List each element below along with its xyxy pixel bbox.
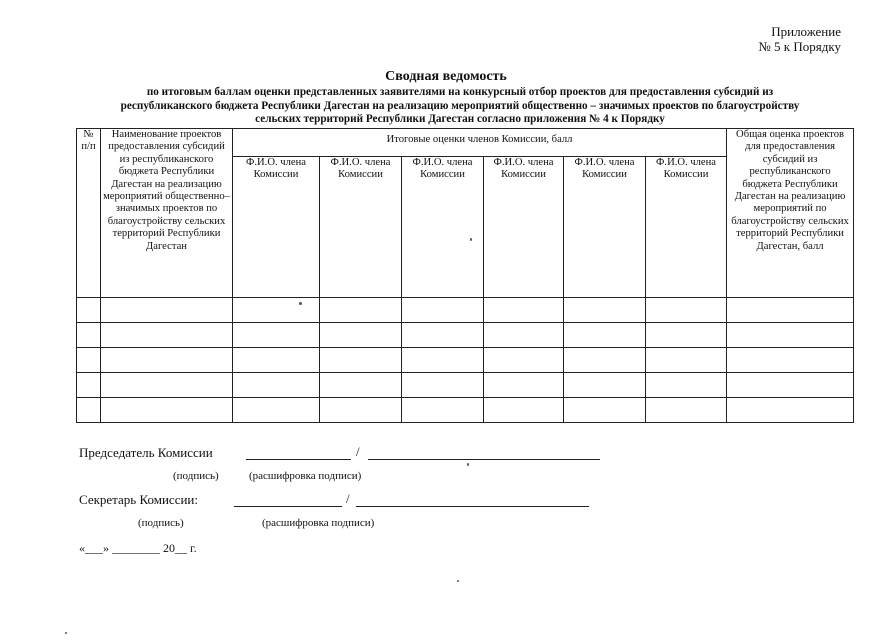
header-total-score: Общая оценка проектов для предоставления субсидий из республиканского бюджета Республики Дагестан на реализацию мероприятий по благоустройству сельских территорий Республики Дагестан, балл <box>727 129 854 298</box>
document-title: Сводная ведомость <box>385 69 507 84</box>
table-row <box>77 323 854 348</box>
scan-speck <box>299 302 302 305</box>
secretary-signature-hint: (подпись) <box>138 517 184 529</box>
chairman-label: Председатель Комиссии <box>79 445 213 460</box>
table-row <box>77 348 854 373</box>
scan-speck <box>470 238 472 241</box>
chairman-signature-line[interactable] <box>246 459 351 460</box>
chairman-decode-line[interactable] <box>368 459 600 460</box>
summary-table <box>76 128 854 423</box>
chairman-slash: / <box>356 444 360 459</box>
secretary-slash: / <box>346 491 350 506</box>
table-row <box>77 373 854 398</box>
document-subtitle: по итоговым баллам оценки представленных заявителями на конкурсный отбор проектов для предоставления субсидий из республиканского бюджета Республики Дагестан на реализацию мероприятий общественно – значимых проектов по благоустройству сельских территорий Республики Дагестан согласно приложения № 4 к Порядку <box>120 86 800 125</box>
table-header-row <box>77 129 854 157</box>
header-member-6: Ф.И.О. члена Комиссии <box>646 157 727 298</box>
table-row <box>77 398 854 423</box>
header-member-scores: Итоговые оценки членов Комиссии, балл <box>233 129 727 157</box>
header-member-4: Ф.И.О. члена Комиссии <box>484 157 564 298</box>
secretary-label: Секретарь Комиссии: <box>79 492 198 507</box>
date-line: «___» ________ 20__ г. <box>79 541 197 555</box>
header-project-name: Наименование проектов предоставления субсидий из республиканского бюджета Республики Дагестан на реализацию мероприятий общественно– значимых проектов по благоустройству сельских территорий Республики Дагестан <box>101 129 233 298</box>
header-member-3: Ф.И.О. члена Комиссии <box>402 157 484 298</box>
header-member-1: Ф.И.О. члена Комиссии <box>233 157 320 298</box>
scan-speck <box>65 632 67 634</box>
scan-speck <box>457 580 459 582</box>
secretary-decode-hint: (расшифровка подписи) <box>262 517 375 529</box>
table-row <box>77 298 854 323</box>
secretary-signature-line[interactable] <box>234 506 342 507</box>
chairman-decode-hint: (расшифровка подписи) <box>249 470 362 482</box>
appendix-line-1: Приложение <box>771 24 841 39</box>
appendix-line-2: № 5 к Порядку <box>758 39 841 54</box>
header-member-2: Ф.И.О. члена Комиссии <box>320 157 402 298</box>
appendix-note <box>758 24 841 54</box>
header-member-5: Ф.И.О. члена Комиссии <box>564 157 646 298</box>
secretary-decode-line[interactable] <box>356 506 589 507</box>
header-number: № п/п <box>77 129 101 298</box>
chairman-signature-hint: (подпись) <box>173 470 219 482</box>
scan-speck <box>467 463 469 466</box>
